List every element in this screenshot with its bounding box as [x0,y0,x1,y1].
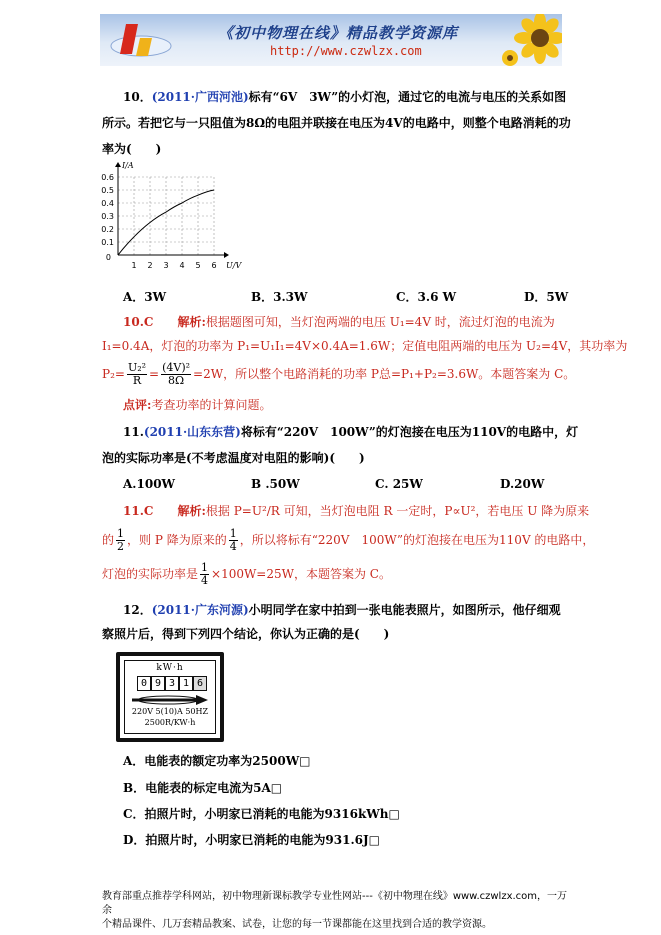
footer-line1: 教育部重点推荐学科网站，初中物理新课标教学专业性网站---《初中物理在线》www.czwlzx.com，一万余 [102,891,568,916]
footer-line2: 个精品课件、几万套精品教案、试卷，让您的每一节课都能在这里找到合适的教学资源。 [102,919,492,930]
q11-analysis-line1: 11.C 解析:根据 P=U²/R 可知，当灯泡电阻 R 一定时，P∝U²，若电压 U 降为原来 [123,504,590,518]
y-tick-label: 0.2 [101,225,114,234]
meter-digit: 6 [193,676,207,691]
x-tick-label: 3 [163,261,169,270]
q10-line2: 所示。若把它与一只阻值为8Ω的电阻并联接在电压为4V的电路中，则整个电路消耗的功 [102,116,571,130]
meter-digit: 1 [179,676,193,691]
y-tick-label: 0.6 [101,173,114,182]
q12-option-d[interactable]: D．拍照片时，小明家已消耗的电能为931.6J□ [123,833,380,847]
q12-option-c[interactable]: C．拍照片时，小明家已消耗的电能为9316kWh□ [123,807,400,821]
q10-comment: 点评:考查功率的计算问题。 [123,398,272,412]
q11-option-d[interactable]: D.20W [500,477,545,491]
meter-arrow-icon [130,694,210,706]
origin-label: 0 [105,253,111,262]
x-tick-label: 5 [195,261,201,270]
q12-line1: 12．(2011·广东河源)小明同学在家中拍到一张电能表照片，如图所示，他仔细观 [123,603,561,617]
header-banner [100,14,562,66]
y-tick-label: 0.3 [101,212,114,221]
meter-digit: 0 [137,676,151,691]
electricity-meter [116,652,224,742]
x-tick-label: 4 [179,261,185,270]
q11-analysis-line2: 的 $\frac{1}{2}$ ，则 P 降为原来的 $\frac{1}{4}$ ，所以将标有“220V 100W”的灯泡接在电压为110V 的电路中， [102,527,595,553]
meter-revolutions: 2500R/KW·h [144,718,196,727]
q10-option-a[interactable]: A．3W [123,290,167,304]
x-axis-label: U/V [226,261,242,270]
q10-option-c[interactable]: C．3.6 W [396,290,457,304]
q12-option-b[interactable]: B．电能表的标定电流为5A□ [123,781,283,795]
fraction-4v-over-8ohm: $\frac{\text{(4V)²}}{8\Omega}$ [162,361,191,387]
y-tick-label: 0.4 [101,199,114,208]
fraction-one-quarter-2: $\frac{1}{4}$ [201,561,209,587]
fraction-one-quarter: $\frac{1}{4}$ [229,527,237,553]
q10-option-b[interactable]: B．3.3W [251,290,308,304]
q10-line3: 率为( ) [102,142,162,156]
q11-option-a[interactable]: A.100W [123,477,176,491]
q10-analysis-line1: 10.C 解析:根据题图可知，当灯泡两端的电压 U₁=4V 时，流过灯泡的电流为 [123,315,555,329]
q10-analysis-line2: I₁=0.4A，灯泡的功率为 P₁=U₁I₁=4V×0.4A=1.6W；定值电阻两端的电压为 U₂=4V，其功率为 [102,339,628,353]
logo-icon [106,20,176,62]
q11-analysis-line3: 灯泡的实际功率是 $\frac{1}{4}$ ×100W=25W，本题答案为 C。 [102,561,391,587]
x-tick-label: 6 [211,261,217,270]
y-axis-label: I/A [122,161,134,170]
meter-digit: 3 [165,676,179,691]
x-tick-label: 1 [131,261,137,270]
q10-option-d[interactable]: D．5W [524,290,569,304]
banner-url[interactable]: http://www.czwlzx.com [270,44,422,58]
q11-line1: 11.(2011·山东东营)将标有“220V 100W”的灯泡接在电压为110V的电路中，灯 [123,425,579,439]
q11-line2: 泡的实际功率是(不考虑温度对电阻的影响)( ) [102,451,365,465]
meter-digit: 9 [151,676,165,691]
q12-option-a[interactable]: A．电能表的额定功率为2500W□ [123,754,311,768]
x-axis-arrow-icon [224,252,229,258]
y-tick-label: 0.5 [101,186,114,195]
fraction-u2-over-r: $\frac{\text{U₂²}}{R}$ [127,361,147,387]
q12-line2: 察照片后，得到下列四个结论，你认为正确的是( ) [102,627,390,641]
q11-option-b[interactable]: B .50W [251,477,300,491]
meter-unit: kW·h [156,663,184,673]
q11-option-c[interactable]: C. 25W [375,477,423,491]
x-tick-label: 2 [147,261,153,270]
q10-line1: 10．(2011·广西河池)标有“6V 3W”的小灯泡，通过它的电流与电压的关系如图 [123,90,567,104]
q10-analysis-line3: P₂= $\frac{\text{U₂²}}{R}$ = $\frac{\text{(4V)²}}{8\Omega}$ =2W，所以整个电路消耗的功率 P总=P₁+P₂=3.6W。本题答案为 C。 [102,361,576,387]
meter-digits [137,676,207,691]
banner-title: 《初中物理在线》精品教学资源库 [218,24,459,42]
meter-spec: 220V 5(10)A 50HZ [131,707,209,716]
footer [102,890,572,932]
fraction-one-half: $\frac{1}{2}$ [117,527,125,553]
sunflower-icon [500,14,562,66]
y-tick-label: 0.1 [101,238,114,247]
y-axis-arrow-icon [115,162,121,167]
iv-graph [100,160,250,275]
